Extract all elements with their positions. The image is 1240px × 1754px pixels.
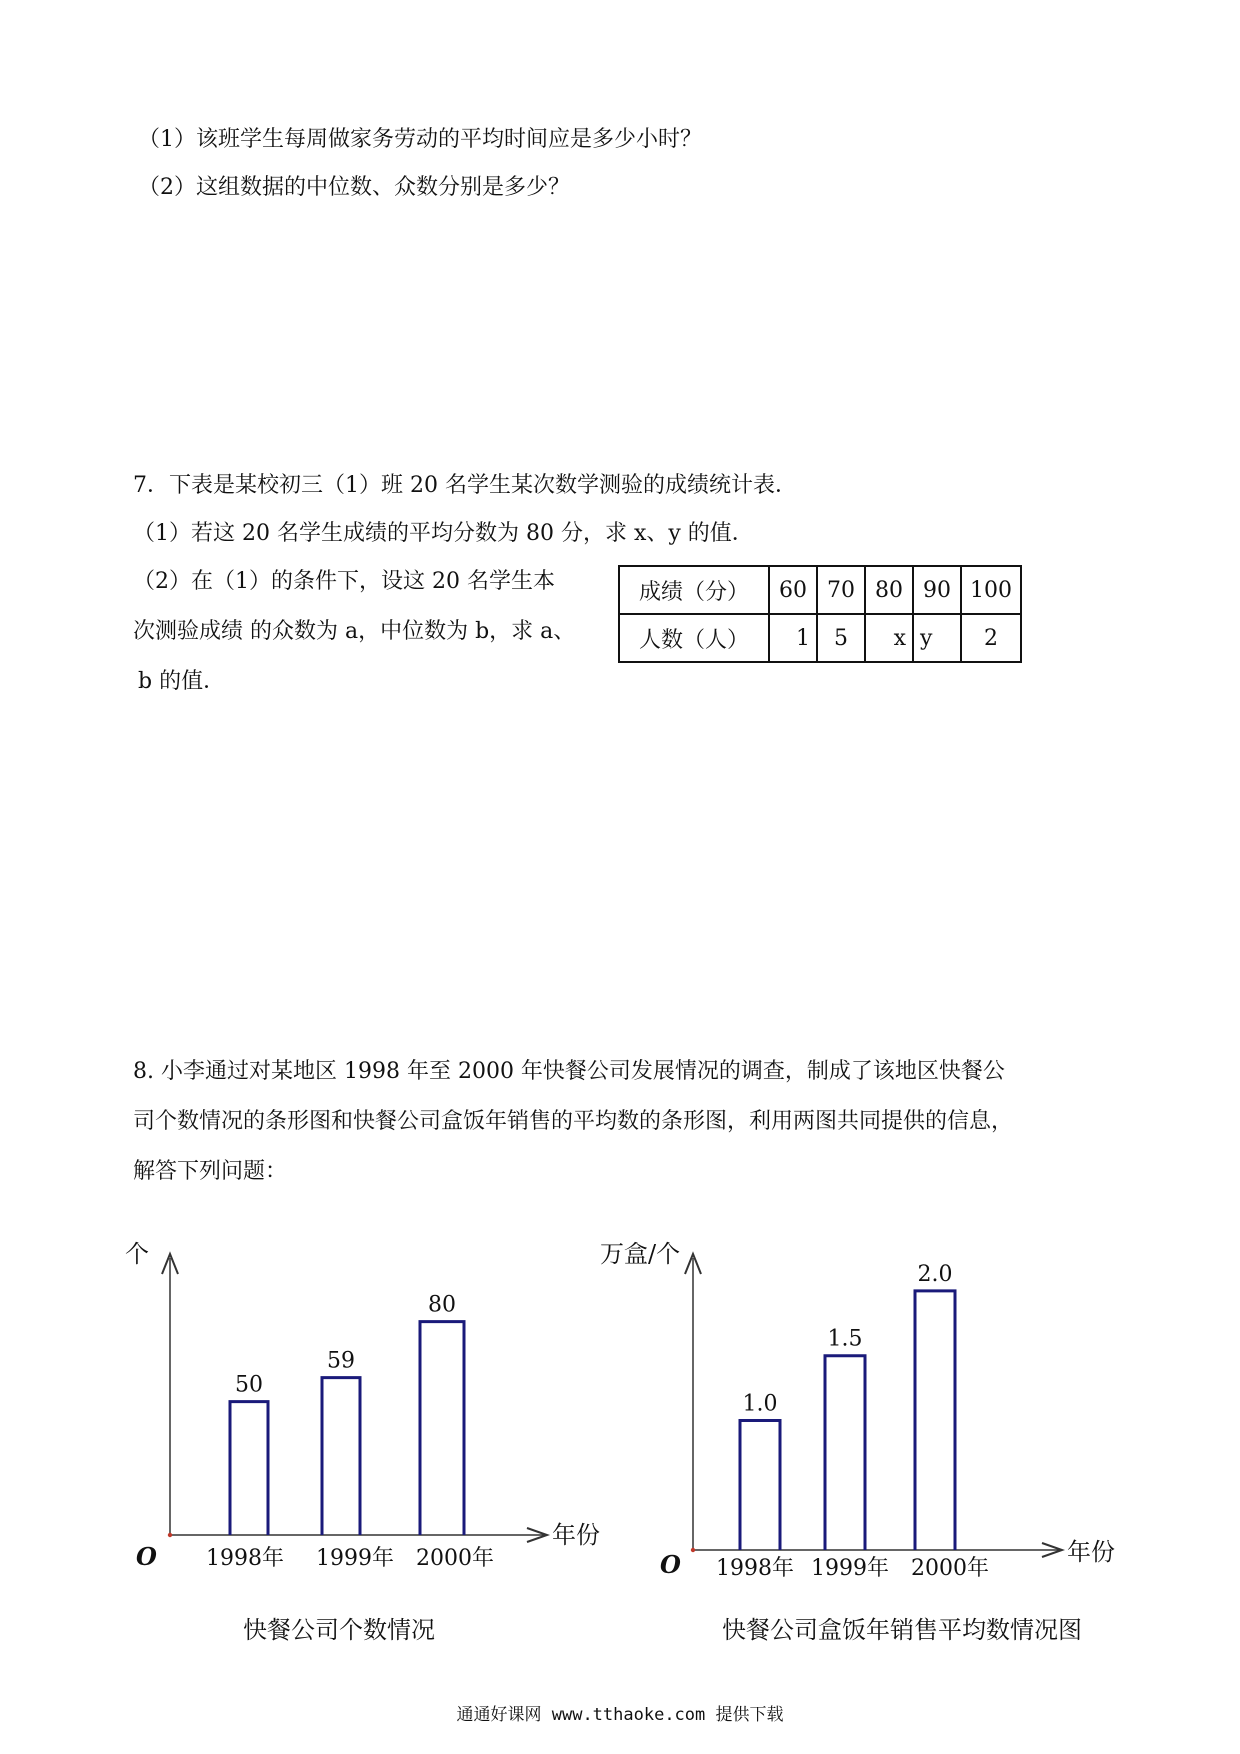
q6-sub2: （2）这组数据的中位数、众数分别是多少？: [138, 175, 570, 200]
q7-sub2-line2: 次测验成绩 的众数为 a，中位数为 b，求 a、: [133, 619, 576, 644]
category-label: 2000年: [416, 1546, 494, 1571]
category-label: 1998年: [206, 1546, 284, 1571]
score-row: [619, 566, 1021, 614]
category-label: 1999年: [316, 1546, 394, 1571]
bar-value-label: 59: [327, 1348, 355, 1374]
category-label: 1999年: [811, 1556, 889, 1581]
q8-stem-line2: 司个数情况的条形图和快餐公司盒饭年销售的平均数的条形图，利用两图共同提供的信息，: [133, 1109, 1014, 1134]
y-axis-label: 个: [125, 1240, 149, 1268]
q8-stem-line3: 解答下列问题：: [133, 1159, 288, 1184]
q7-stem: 7．下表是某校初三（1）班 20 名学生某次数学测验的成绩统计表．: [133, 473, 797, 498]
origin-label: O: [660, 1550, 681, 1579]
y-axis-label: 万盒/个: [600, 1240, 681, 1268]
count-cell: x: [865, 614, 913, 662]
q7-sub1: （1）若这 20 名学生成绩的平均分数为 80 分，求 x、y 的值．: [133, 521, 754, 546]
category-label: 2000年: [911, 1556, 989, 1581]
page-footer: 通通好课网 www.tthaoke.com 提供下载: [456, 1705, 784, 1725]
bar: [740, 1420, 780, 1550]
bar-value-label: 80: [428, 1292, 456, 1318]
q7-sub2-line3: b 的值．: [138, 669, 226, 694]
count-row: [619, 614, 1021, 662]
count-cell: 1: [769, 614, 817, 662]
lunchbox-sales-chart: [600, 1225, 1140, 1581]
bar: [825, 1356, 865, 1550]
chart-caption-1: 快餐公司个数情况: [243, 1616, 435, 1644]
row-label-scores: 成绩（分）: [619, 566, 769, 614]
x-axis-label: 年份: [1067, 1538, 1115, 1566]
count-cell: y: [913, 614, 961, 662]
bar-value-label: 2.0: [917, 1261, 953, 1287]
origin-dot: [691, 1548, 695, 1552]
score-cell: 80: [865, 566, 913, 614]
score-table: [618, 565, 1022, 663]
count-cell: 2: [961, 614, 1021, 662]
count-cell: 5: [817, 614, 865, 662]
score-cell: 90: [913, 566, 961, 614]
company-count-chart: [125, 1225, 610, 1575]
category-label: 1998年: [716, 1556, 794, 1581]
x-axis-label: 年份: [552, 1521, 600, 1549]
chart-caption-2: 快餐公司盒饭年销售平均数情况图: [722, 1616, 1082, 1644]
score-cell: 100: [961, 566, 1021, 614]
bar-value-label: 1.0: [742, 1391, 778, 1417]
bar: [915, 1291, 955, 1550]
q7-sub2-line1: （2）在（1）的条件下，设这 20 名学生本: [133, 569, 555, 594]
score-cell: 70: [817, 566, 865, 614]
bar: [230, 1402, 268, 1535]
score-cell: 60: [769, 566, 817, 614]
q8-stem-line1: 8. 小李通过对某地区 1998 年至 2000 年快餐公司发展情况的调查，制成了该地区快餐公: [133, 1059, 1005, 1084]
row-label-counts: 人数（人）: [619, 614, 769, 662]
origin-label: O: [136, 1542, 157, 1571]
bar: [322, 1378, 360, 1535]
origin-dot: [168, 1533, 172, 1537]
bar-value-label: 50: [235, 1372, 263, 1398]
q6-sub1: （1）该班学生每周做家务劳动的平均时间应是多少小时？: [138, 127, 702, 152]
bar-value-label: 1.5: [827, 1326, 863, 1352]
bar: [420, 1322, 464, 1535]
